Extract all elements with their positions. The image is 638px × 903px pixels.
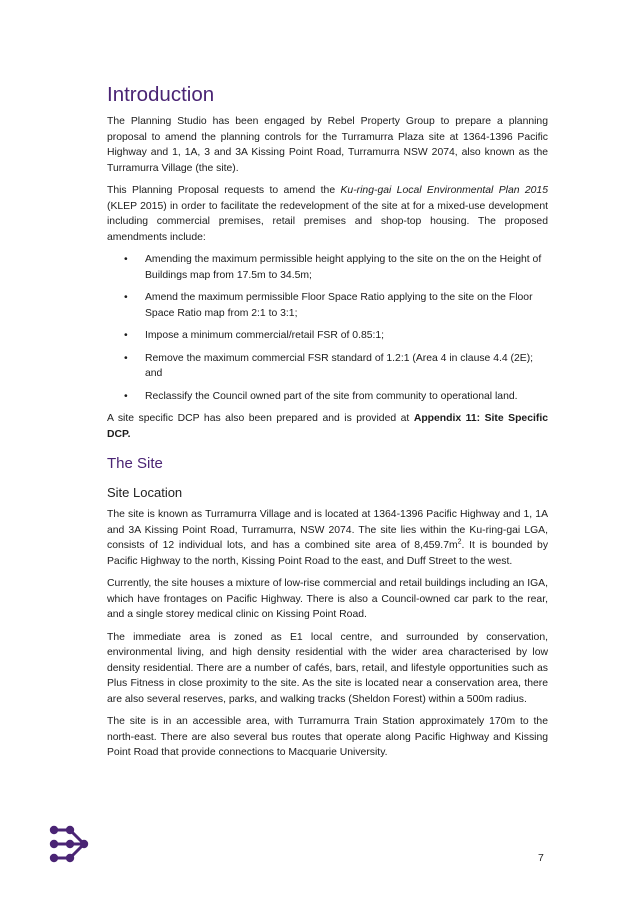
bullet-icon: • <box>124 292 128 303</box>
list-item-text: Reclassify the Council owned part of the site from community to operational land. <box>145 390 518 402</box>
subheading-site-location: Site Location <box>107 485 183 500</box>
intro-paragraph-3 <box>107 411 548 442</box>
intro-paragraph-2-end: (KLEP 2015) in order to facilitate the redevelopment of the site at for a mixed-use development including commercial premises, retail premises and shop-top housing. The proposed amendments include: <box>107 200 548 243</box>
list-item-text: Impose a minimum commercial/retail FSR of 0.85:1; <box>145 330 385 341</box>
superscript-squared: 2 <box>457 538 462 546</box>
section-heading-introduction: Introduction <box>107 83 215 106</box>
appendix-reference: Appendix 11: Site Specific DCP. <box>107 413 548 440</box>
site-paragraph-3: The immediate area is zoned as E1 local centre, and surrounded by conservation, environmental living, and high density residential with the wider area characterised by low density residential. There are a number of cafés, bars, retail, and lifestyle opportunities such as Plus Fitness in close proximity to the site. As the site is located near a conservation area, there are also several reserves, parks, and walking tracks (Sheldon Forest) within a 500m radius. <box>107 631 548 705</box>
list-item-text: Amending the maximum permissible height applying to the site on the on the Height of Buildings map from 17.5m to 34.5m; <box>145 254 542 281</box>
intro-paragraph-2-start: This Planning Proposal requests to amend the <box>107 185 341 196</box>
site-paragraph-1-end: . It is bounded by Pacific Highway to the north, Kissing Point Road to the east, and Duff Street to the west. <box>107 540 549 567</box>
bullet-icon: • <box>124 330 128 341</box>
list-item-text: Remove the maximum commercial FSR standard of 1.2:1 (Area 4 in clause 4.4 (2E); and <box>145 352 534 379</box>
site-paragraph-1-start: The site is known as Turramurra Village and is located at 1364-1396 Pacific Highway and 1, 1A and 3A Kissing Point Road, Turramurra, NSW 2074. The site lies within the Ku-ring-gai LGA, consists of 12 individual lots, and has a combined site area of 8,459.7m <box>107 509 548 551</box>
document-body <box>107 82 548 768</box>
site-paragraph-2: Currently, the site houses a mixture of low-rise commercial and retail buildings including an IGA, which have frontages on Pacific Highway. There is also a Council-owned car park to the rear, and a single storey medical clinic on Kissing Point Road. <box>107 578 548 620</box>
list-item <box>107 389 548 405</box>
klep-title: Ku-ring-gai Local Environmental Plan 2015 <box>340 185 548 196</box>
intro-paragraph-2 <box>107 183 548 245</box>
page-number: 7 <box>538 852 544 864</box>
list-item <box>107 351 548 382</box>
section-heading-the-site: The Site <box>107 455 163 472</box>
list-item-text: Amend the maximum permissible Floor Space Ratio applying to the site on the Floor Space Ratio map from 2:1 to 3:1; <box>145 292 533 319</box>
intro-paragraph-3-start: A site specific DCP has also been prepared and is provided at <box>107 413 414 424</box>
list-item <box>107 290 548 321</box>
bullet-icon: • <box>124 254 128 265</box>
intro-paragraph-1: The Planning Studio has been engaged by Rebel Property Group to prepare a planning proposal to amend the planning controls for the Turramurra Plaza site at 1364-1396 Pacific Highway and 1, 1A, 3 and 3A Kissing Point Road, Turramurra NSW 2074, also known as the Turramurra Village (the site). <box>107 116 548 174</box>
bullet-icon: • <box>124 390 128 402</box>
planning-studio-logo-icon <box>48 825 90 863</box>
amendments-list <box>107 252 548 404</box>
list-item <box>107 328 548 344</box>
site-paragraph-1 <box>107 507 548 569</box>
bullet-icon: • <box>124 352 128 364</box>
site-paragraph-4: The site is in an accessible area, with Turramurra Train Station approximately 170m to the north-east. There are also several bus routes that operate along Pacific Highway and Kissing Point Road that provide connections to Macquarie University. <box>107 716 548 758</box>
list-item <box>107 252 548 283</box>
